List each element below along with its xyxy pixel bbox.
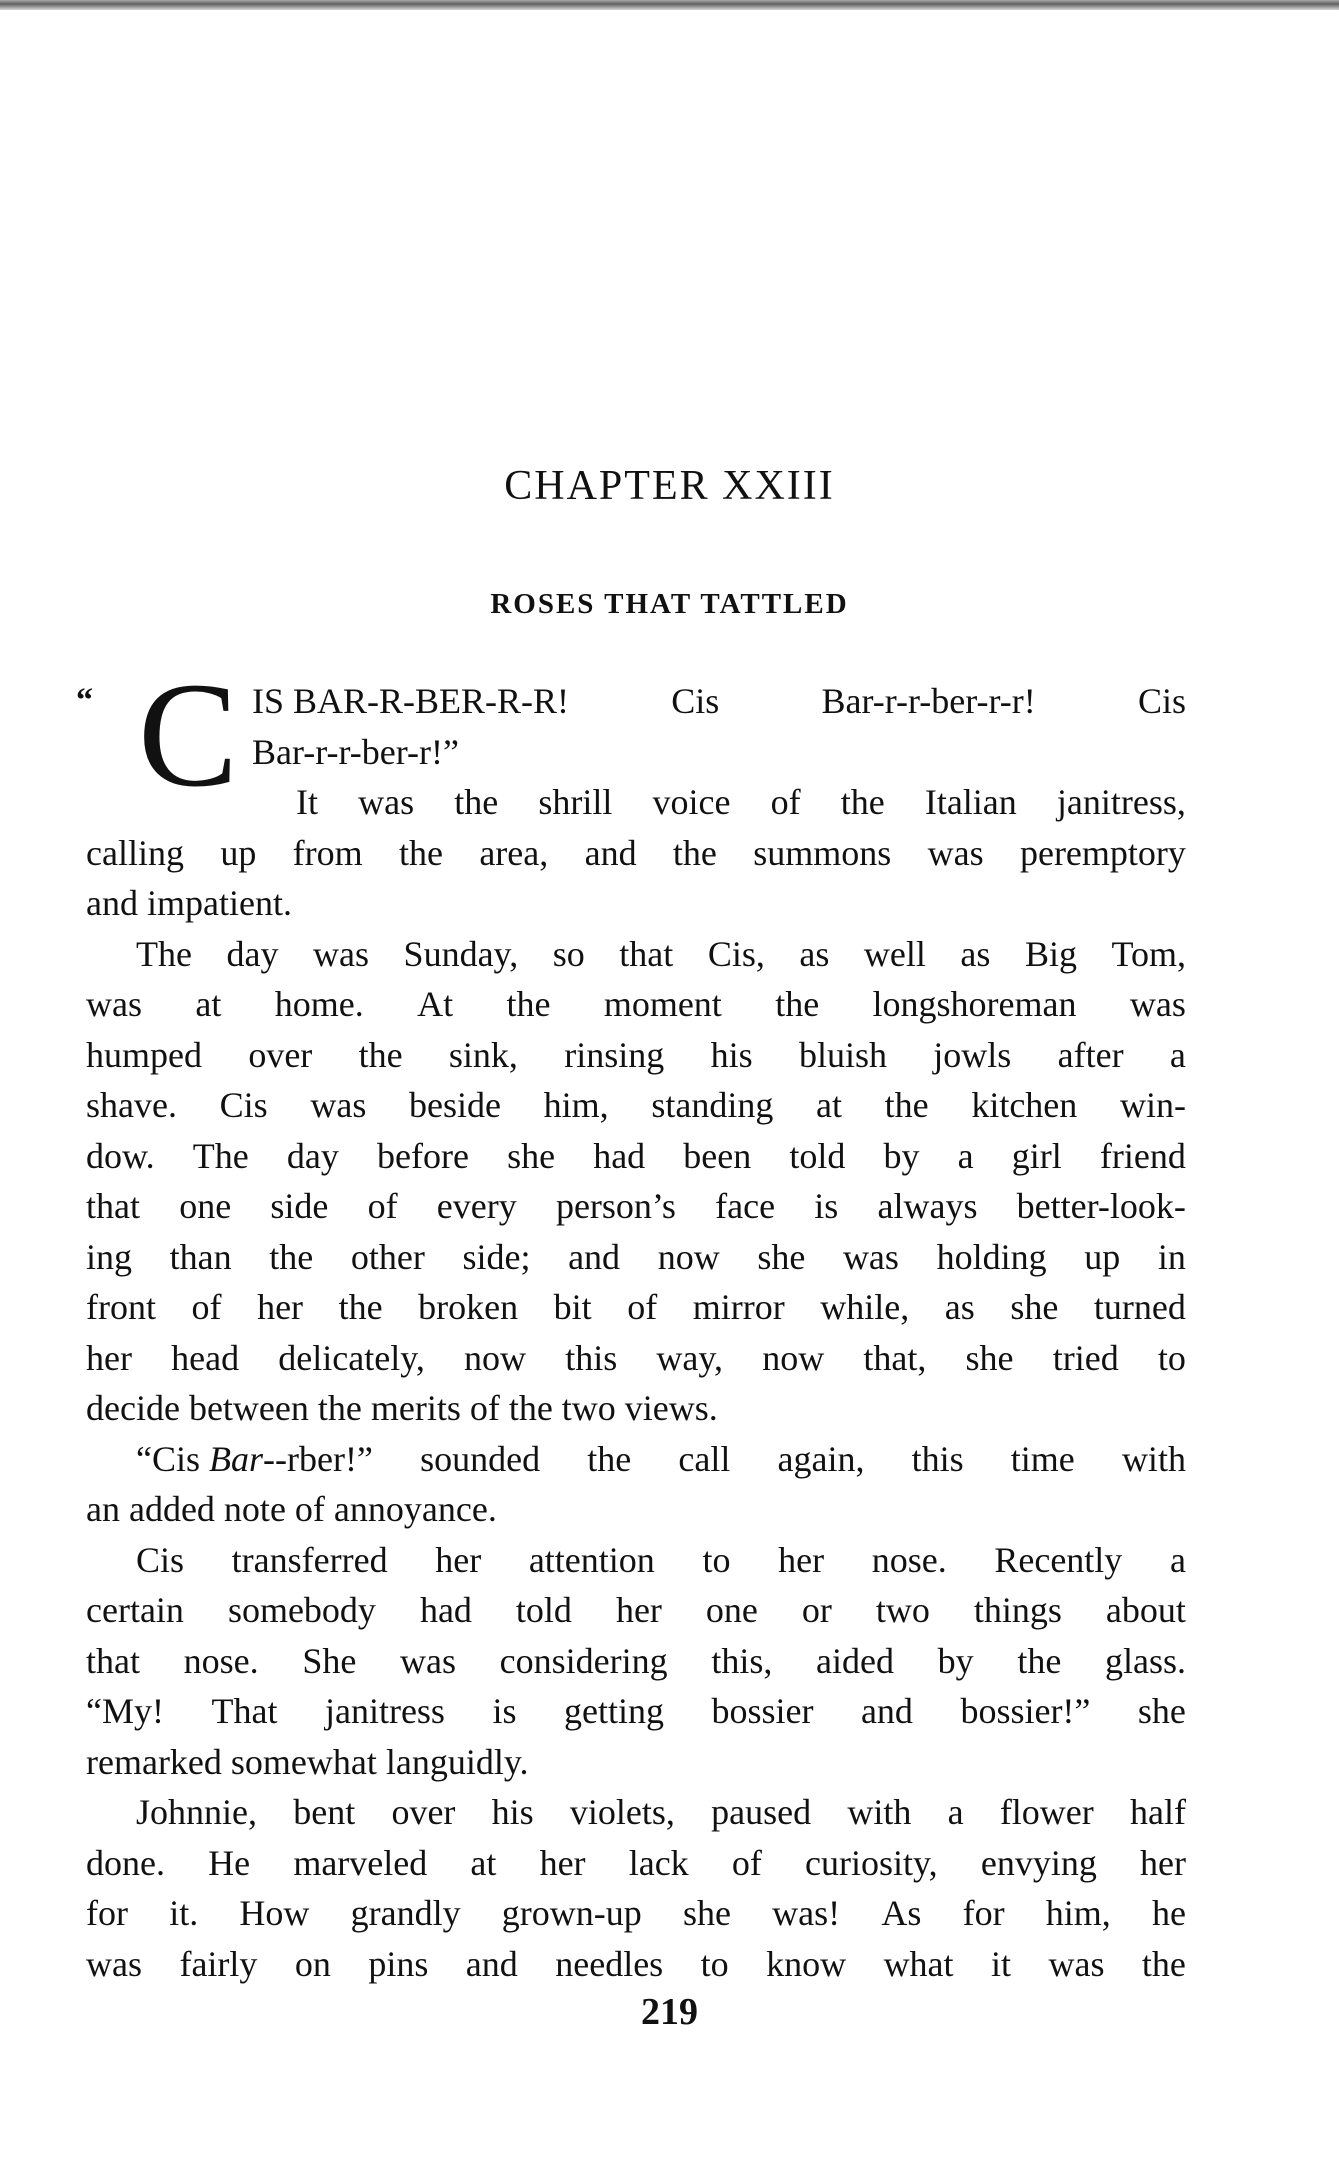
word: the [587,1438,632,1479]
word: nose. [871,1539,947,1580]
text-line-7 [86,979,1186,1030]
word: other [350,1236,425,1277]
word: and [584,832,637,873]
word: grandly [350,1893,461,1933]
word: side [270,1186,329,1226]
page-top-edge [0,0,1339,10]
word: she [682,1893,731,1933]
word: face [715,1186,776,1226]
word: and [465,1943,518,1984]
word: curiosity, [805,1842,938,1883]
word: front [86,1287,156,1327]
text-line-12 [86,1232,1186,1283]
text-line-16 [86,1434,1186,1485]
word: He [208,1842,251,1883]
word: broken [418,1287,519,1327]
word: of [770,782,801,822]
drop-cap: C [138,652,239,818]
word: paused [711,1792,812,1832]
word: while, [820,1287,910,1327]
word: the [398,832,443,873]
text-line-26 [86,1939,1186,1990]
word: considering [499,1640,668,1681]
word: every [436,1186,517,1226]
word: Cis [219,1085,268,1125]
word: as [944,1287,975,1327]
word: aided [816,1640,894,1681]
word: Bar-r-r-ber-r-r! [821,681,1036,721]
text-line-21 [86,1686,1186,1737]
text-line-3 [86,777,1186,828]
word: for [86,1893,128,1933]
word: over [391,1792,456,1832]
word: this, [711,1640,773,1681]
text-line-1 [86,676,1186,727]
word: she [965,1337,1014,1378]
word: day [226,933,279,974]
word: That [211,1691,278,1731]
word: attention [528,1539,655,1580]
word: Recently [994,1539,1123,1580]
text-line-6 [86,929,1186,980]
word: was [358,782,415,822]
word: envying [980,1842,1097,1883]
word: the [1017,1640,1062,1681]
word: The [192,1135,249,1176]
text-line-8 [86,1030,1186,1081]
word: standing [651,1085,774,1125]
text-line-18 [86,1535,1186,1586]
word: of [627,1287,658,1327]
word: by [937,1640,974,1681]
text-line-22: remarked somewhat languidly. [86,1741,529,1782]
word: transferred [231,1539,388,1580]
word: things [973,1590,1062,1630]
word: Cis [136,1539,185,1580]
word: day [286,1135,339,1176]
word: Johnnie, [136,1792,257,1832]
word: been [683,1135,752,1176]
word: as [799,933,830,974]
word: a [1169,1034,1186,1075]
word: on [294,1943,331,1984]
word: dow. [86,1135,155,1176]
word: Sunday, [403,933,519,974]
word: holding [936,1236,1047,1277]
word: at [195,984,222,1024]
word: had [419,1590,472,1630]
word: moment [603,984,722,1024]
word: She [302,1640,357,1681]
word: the [358,1034,403,1075]
word: bossier!” [960,1691,1091,1731]
word: Tom, [1111,933,1186,974]
word: to [1157,1337,1186,1378]
word: a [947,1792,964,1832]
word: that, [863,1337,927,1378]
word: to [700,1943,729,1984]
word: friend [1099,1135,1186,1176]
word: call [678,1438,731,1479]
word: that [86,1186,140,1226]
word: It [296,782,318,822]
word: certain [86,1590,184,1630]
word: lack [628,1842,689,1883]
word: At [417,984,454,1024]
word: always [877,1186,978,1226]
word: of [731,1842,762,1883]
word: was [310,1085,367,1125]
text-line-10 [86,1131,1186,1182]
word: “My! [86,1691,164,1731]
word: up [1084,1236,1121,1277]
word: way, [656,1337,724,1378]
word: now [762,1337,825,1378]
word: Cis [671,681,720,721]
word: told [789,1135,846,1176]
word: getting [563,1691,664,1731]
word: area, [479,832,549,873]
word: bluish [798,1034,887,1075]
word: from [292,832,363,873]
word: again, [777,1438,865,1479]
word: her [435,1539,482,1580]
word: pins [368,1943,429,1984]
word: ing [86,1236,133,1277]
word: or [801,1590,832,1630]
word: was [927,832,984,873]
word: somebody [227,1590,376,1630]
word: janitress, [1056,782,1186,822]
word: the [775,984,820,1024]
word: a [1169,1539,1186,1580]
word: side; [462,1236,531,1277]
word: jowls [933,1034,1012,1075]
word: by [883,1135,920,1176]
word: grown-up [501,1893,642,1933]
text-line-4 [86,828,1186,879]
word: and [860,1691,913,1731]
word: tried [1052,1337,1119,1378]
word: her [86,1337,132,1378]
word: than [169,1236,232,1277]
word: As [881,1893,922,1933]
word: was! [772,1893,841,1933]
word: summons [753,832,892,873]
text-line-25 [86,1888,1186,1939]
word: two [875,1590,930,1630]
word: her [778,1539,825,1580]
text-line-14 [86,1333,1186,1384]
word: his [710,1034,753,1075]
word: he [1151,1893,1186,1933]
word: flower [999,1792,1094,1832]
word: with [847,1792,912,1832]
word: girl [1011,1135,1062,1176]
word: longshoreman [872,984,1077,1024]
text-line-19 [86,1585,1186,1636]
text-line-15: decide between the merits of the two views. [86,1388,718,1428]
word: had [593,1135,646,1176]
word: humped [86,1034,202,1075]
chapter-title: ROSES THAT TATTLED [490,588,849,620]
word: shrill [538,782,613,822]
word: after [1057,1034,1124,1075]
word: the [840,782,885,822]
word: bossier [711,1691,814,1731]
opening-quote: “ [76,682,93,719]
word: her [539,1842,586,1883]
word: marveled [293,1842,428,1883]
word: she [757,1236,806,1277]
text-line-11 [86,1181,1186,1232]
word: peremptory [1019,832,1186,873]
word: one [179,1186,232,1226]
word: a [957,1135,974,1176]
text-line-5: and impatient. [86,883,292,923]
word: IS BAR-R-BER-R-R! [252,681,570,721]
text-line-2: Bar-r-r-ber-r!” [252,731,459,772]
word: at [470,1842,497,1883]
word: and [568,1236,621,1277]
page-number: 219 [641,1991,698,2033]
word: bit [553,1287,592,1327]
word: is [814,1186,839,1226]
word: sounded [420,1438,541,1479]
word: Cis [1137,681,1186,721]
word: voice [652,782,731,822]
word: sink, [448,1034,518,1075]
word: mirror [692,1287,785,1327]
word: janitress [324,1691,445,1731]
word: her [615,1590,662,1630]
word: she [1137,1691,1186,1731]
word: that [86,1640,140,1681]
word: was [86,1943,142,1984]
word: was [1048,1943,1105,1984]
word: needles [555,1943,664,1984]
word: fairly [179,1943,258,1984]
body-text [76,652,1186,1989]
word: violets, [569,1792,675,1832]
word: the [672,832,717,873]
word: Big [1024,933,1077,974]
word: How [239,1893,310,1933]
word: in [1157,1236,1186,1277]
word: time [1010,1438,1075,1479]
word: better-look- [1016,1186,1186,1226]
word: home. [274,984,364,1024]
word: the [884,1085,929,1125]
word: it. [169,1893,199,1933]
word: him, [1045,1893,1111,1933]
word: of [367,1186,398,1226]
word: over [248,1034,313,1075]
word: him, [543,1085,609,1125]
word: half [1130,1792,1186,1832]
word: is [492,1691,517,1731]
word: done. [86,1842,165,1883]
word: this [565,1337,618,1378]
word: her [1140,1842,1186,1883]
word: well [863,933,926,974]
word: one [705,1590,758,1630]
word: shave. [86,1085,177,1125]
word: she [1010,1287,1059,1327]
word: the [506,984,551,1024]
word: at [816,1085,842,1125]
word: was [842,1236,899,1277]
word: that [619,933,674,974]
word: nose. [183,1640,259,1681]
text-line-17: an added note of annoyance. [86,1489,497,1529]
word: told [515,1590,572,1630]
word: as [960,933,991,974]
word: this [911,1438,964,1479]
word: was [400,1640,456,1681]
word: delicately, [278,1337,425,1378]
word: know [766,1943,847,1984]
word: the [1141,1943,1186,1984]
word: of [191,1287,222,1327]
word: what [883,1943,954,1984]
text-line-23 [86,1787,1186,1838]
word: the [269,1236,314,1277]
word: was [86,984,142,1024]
text-line-13 [86,1282,1186,1333]
word: was [1129,984,1186,1024]
word: was [313,933,370,974]
word: his [491,1792,534,1832]
word: the [338,1287,383,1327]
word: head [171,1337,240,1378]
word: rinsing [564,1034,665,1075]
word: for [962,1893,1005,1933]
word: kitchen [971,1085,1078,1125]
word: it [991,1943,1012,1984]
word: Cis, [707,933,765,974]
text-line-24 [86,1838,1186,1889]
word: so [552,933,585,974]
word: with [1121,1438,1186,1479]
word: the [454,782,499,822]
word: now [464,1337,527,1378]
word: The [136,933,192,974]
word: she [507,1135,556,1176]
word: her [257,1287,304,1327]
word: turned [1093,1287,1186,1327]
word: before [377,1135,469,1176]
word: win- [1119,1085,1186,1125]
word: Italian [924,782,1017,822]
word: person’s [555,1186,676,1226]
text-line-16-start: “Cis Bar--rber!” [136,1438,373,1479]
word: beside [409,1085,501,1125]
word: calling [86,832,184,873]
word: to [702,1539,731,1580]
word: now [657,1236,720,1277]
word: glass. [1104,1640,1186,1681]
word: bent [293,1792,356,1832]
text-line-20 [86,1636,1186,1687]
word: about [1105,1590,1186,1630]
word: up [220,832,257,873]
chapter-heading: CHAPTER XXIII [504,463,835,509]
text-line-9 [86,1080,1186,1131]
